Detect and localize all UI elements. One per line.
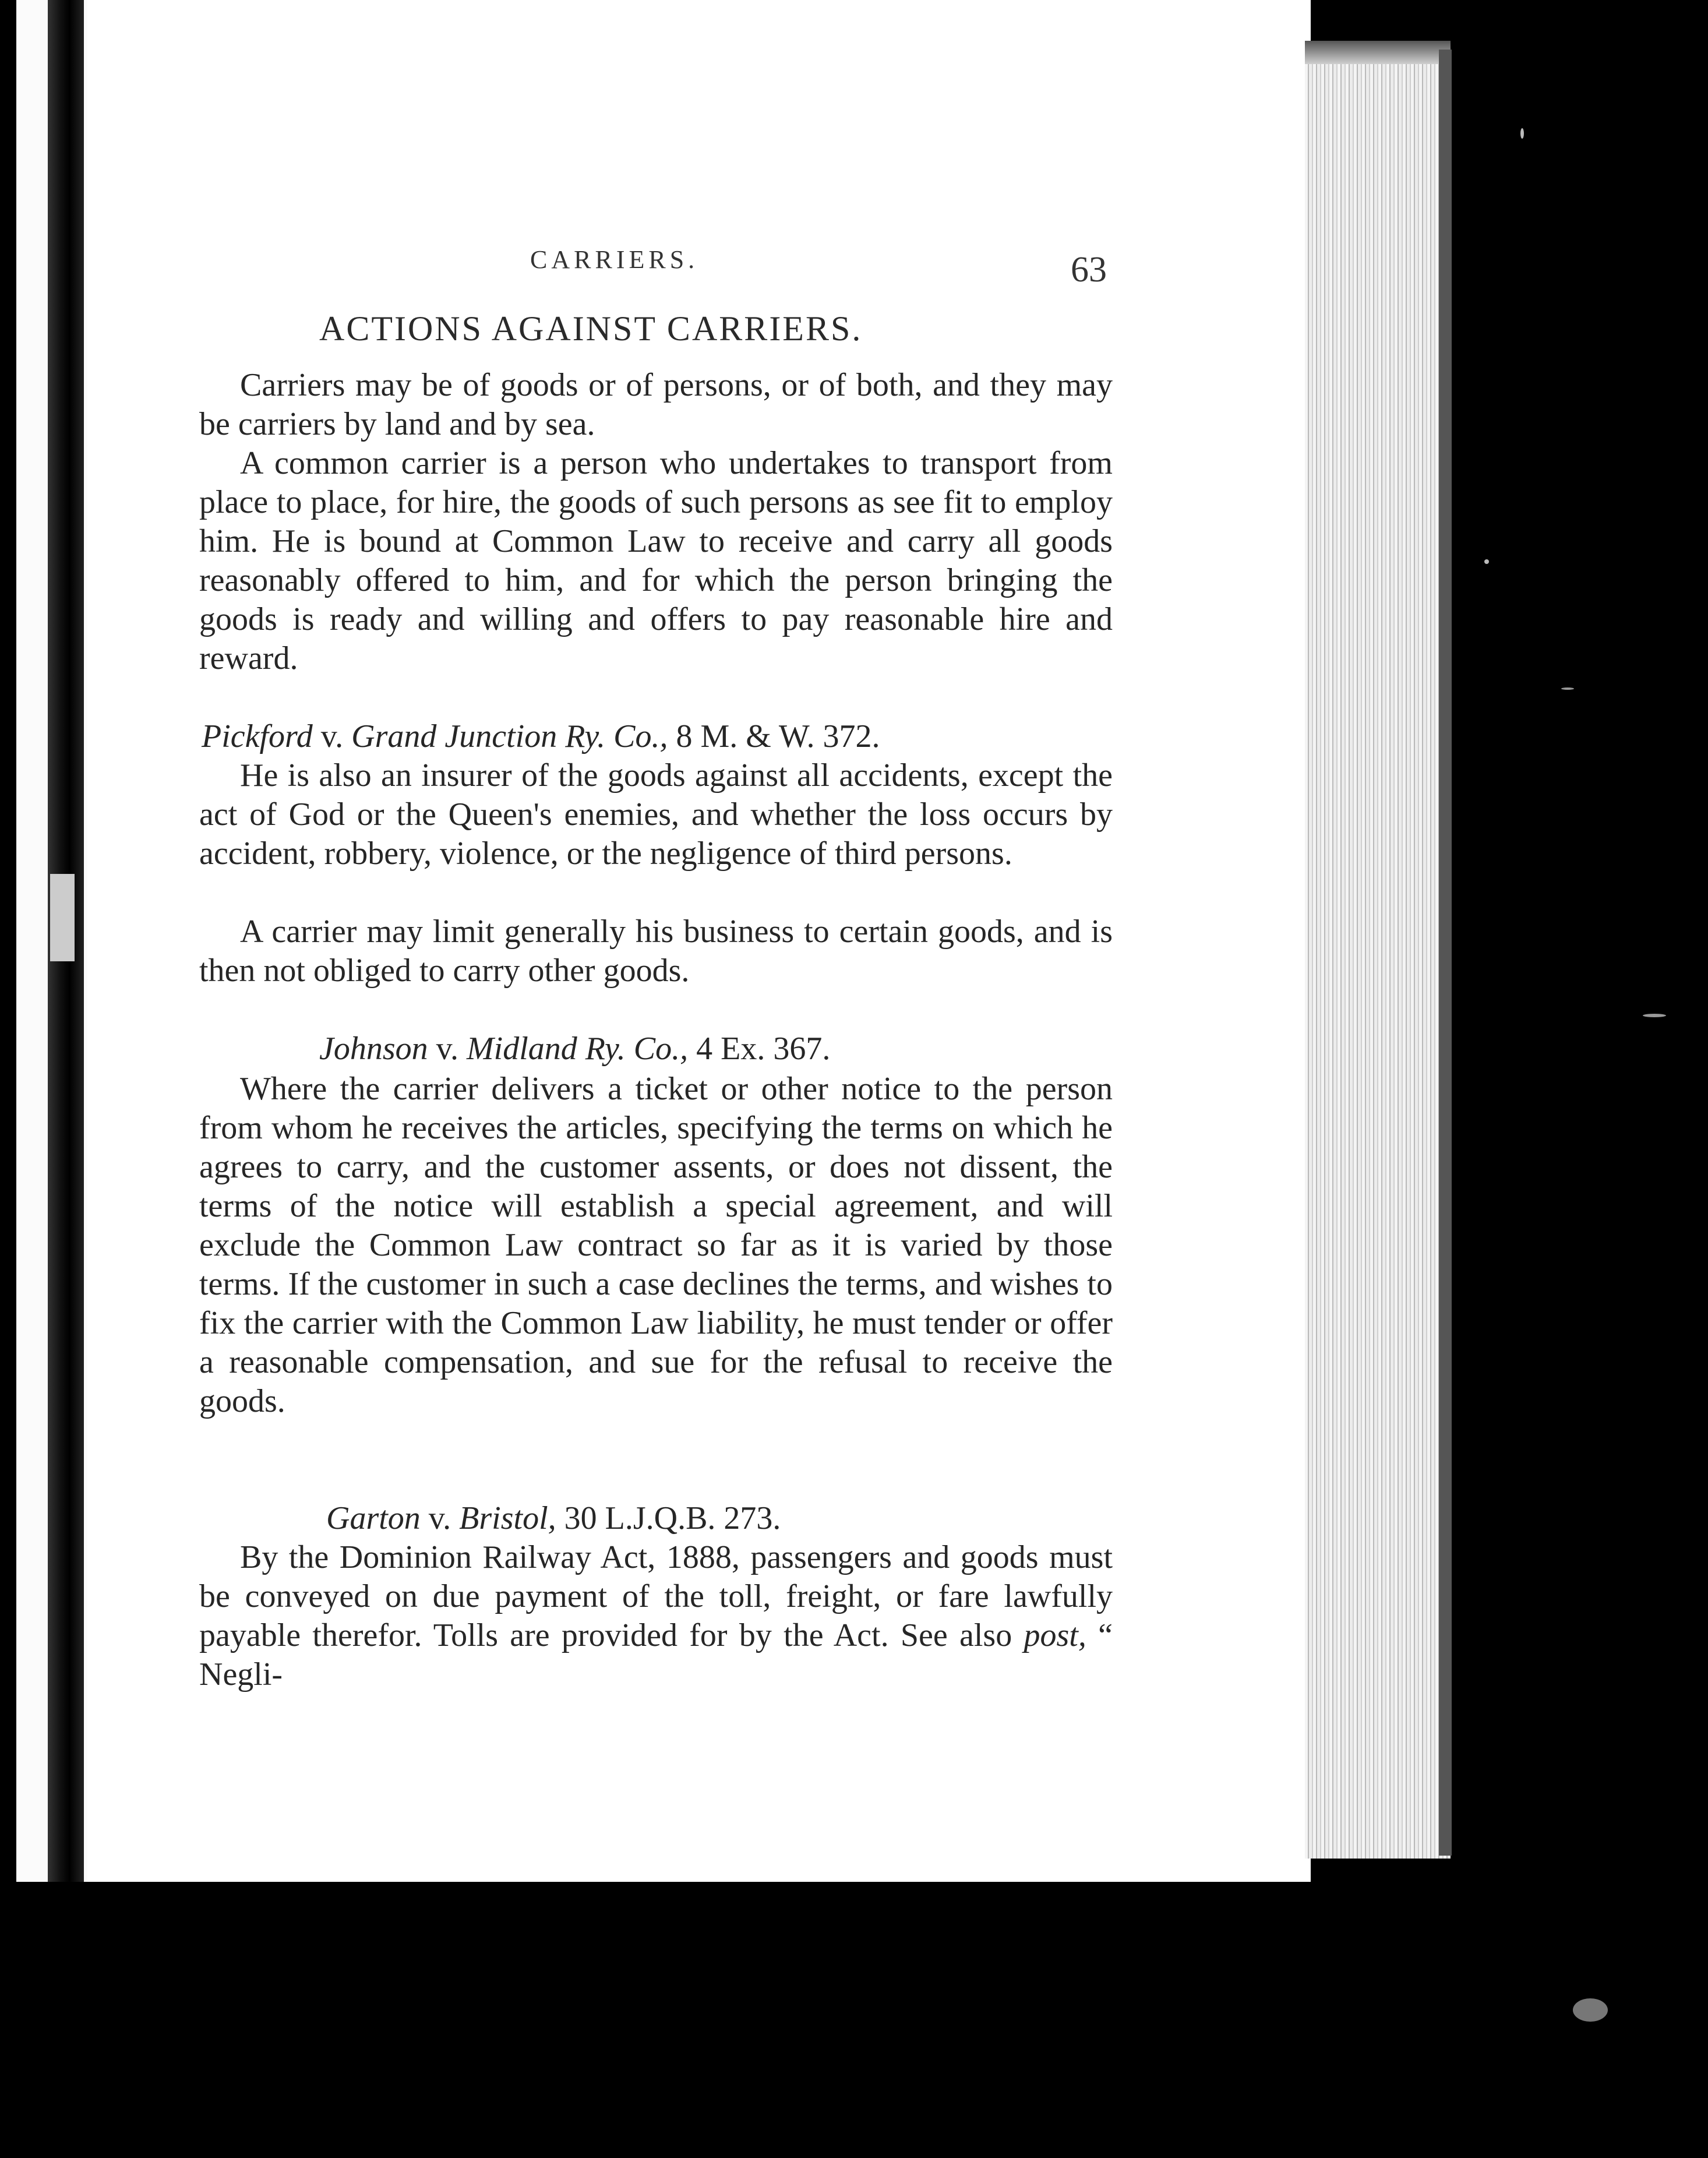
- paragraph-2: A common carrier is a person who undertakes to transport from place to place, for hire, the goods of such persons as see fit to employ him. He is bound at Common Law to receive and carry all goods reasonably offered to him, and for which the person bringing the goods is ready and willing and offers to pay reasonable hire and reward.: [199, 445, 1113, 676]
- dust-speck: [1561, 687, 1574, 690]
- fore-edge-top-shadow: [1305, 41, 1451, 64]
- citation-reporter: 4 Ex. 367.: [696, 1031, 831, 1067]
- citation-party-1: Garton: [326, 1500, 421, 1536]
- paragraph-6-text: By the Dominion Railway Act, 1888, passengers and goods must be conveyed on due payment of the toll, freight, or fare lawfully payable therefor. Tolls are provided for by the Act. See also: [199, 1539, 1113, 1653]
- gutter-glare: [50, 874, 75, 961]
- citation-versus: v.: [320, 718, 344, 754]
- paragraph-3: He is also an insurer of the goods against all accidents, except the act of God or the Queen's enemies, and whether the loss occurs by accident, robbery, violence, or the negligence of third persons.: [199, 757, 1113, 872]
- citation-versus: v.: [428, 1500, 451, 1536]
- citation-garton: [326, 1500, 781, 1537]
- dust-speck: [1573, 1998, 1608, 2022]
- page-fore-edge: [1305, 41, 1451, 1859]
- citation-pickford: [202, 718, 880, 755]
- book-cover-edge: [1439, 50, 1452, 1856]
- citation-party-1: Pickford: [202, 718, 313, 754]
- paragraph-6-italic: post,: [1024, 1617, 1086, 1653]
- citation-versus: v.: [436, 1031, 459, 1067]
- book-gutter: [48, 0, 84, 2158]
- citation-reporter: 30 L.J.Q.B. 273.: [564, 1500, 781, 1536]
- citation-party-2: Grand Junction Ry. Co.,: [351, 718, 668, 754]
- background-below-page: [0, 1882, 1708, 2158]
- citation-reporter: 8 M. & W. 372.: [676, 718, 880, 754]
- paragraph-4: A carrier may limit generally his business to certain goods, and is then not obliged to carry other goods.: [199, 914, 1113, 989]
- hair-fibre: [1643, 1014, 1666, 1017]
- running-head: CARRIERS.: [530, 245, 699, 274]
- citation-party-2: Bristol,: [459, 1500, 556, 1536]
- left-border: [0, 0, 16, 2158]
- paragraph-6-tail: “ Negli-: [199, 1617, 1113, 1692]
- citation-party-2: Midland Ry. Co.,: [467, 1031, 689, 1067]
- paragraph-1: Carriers may be of goods or of persons, or of both, and they may be carriers by land and by sea.: [199, 367, 1113, 442]
- paragraph-6: [199, 1538, 1113, 1694]
- section-title: ACTIONS AGAINST CARRIERS.: [319, 309, 863, 348]
- dust-speck: [1520, 128, 1524, 139]
- citation-johnson: [319, 1030, 830, 1067]
- citation-party-1: Johnson: [319, 1031, 428, 1067]
- paragraph-5: Where the carrier delivers a ticket or other notice to the person from whom he receives the articles, specifying the terms on which he agrees to carry, and the customer assents, or does not dissent, the terms of the notice will establish a special agreement, and will exclude the Common Law contract so far as it is varied by those terms. If the customer in such a case declines the terms, and wishes to fix the carrier with the Common Law liability, he must tender or offer a reasonable compensation, and sue for the refusal to receive the goods.: [199, 1071, 1113, 1419]
- page-number: 63: [1071, 250, 1107, 290]
- dust-speck: [1484, 559, 1489, 564]
